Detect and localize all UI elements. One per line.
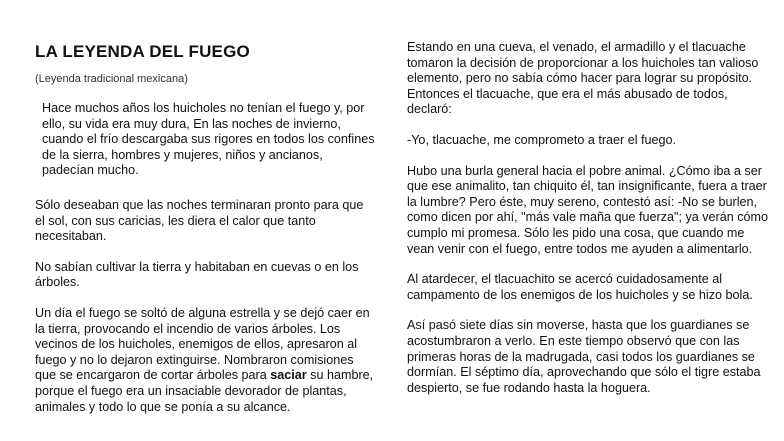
right-paragraph-2: -Yo, tlacuache, me comprometo a traer el fuego. — [407, 132, 677, 147]
page-subtitle: (Leyenda tradicional mexicana) — [35, 73, 188, 85]
right-paragraph-1: Estando en una cueva, el venado, el armadillo y el tlacuache tomaron la decisión de proporcionar a los huicholes tan valioso elemento, pero no sabía cómo hacer para lograr su propósito. Entonces el tlacuache, que era el más abusado de todos, declaró: — [407, 40, 759, 117]
left-paragraph-3: No sabían cultivar la tierra y habitaban en cuevas o en los árboles. — [35, 259, 359, 290]
left-column — [35, 42, 375, 415]
right-paragraph-5: Así pasó siete días sin moverse, hasta que los guardianes se acostumbraron a verlo. En este tiempo observó que con las primeras horas de la madrugada, casi todos los guardianes se dormían. El séptimo día, aprovechando que sólo el tigre estaba despierto, se fue rodando hasta la hoguera. — [407, 318, 761, 395]
page-title: LA LEYENDA DEL FUEGO — [35, 42, 250, 61]
left-paragraph-4-text-a: Un día el fuego se soltó de alguna estrella y se dejó caer en la tierra, provocando el incendio de varios árboles. Los vecinos de los huicholes, enemigos de ellos, apresaron al fuego y no lo dejaron extinguirse. Nombraron comisiones que se encargaron de cortar árboles para — [35, 305, 370, 383]
intro-paragraph: Hace muchos años los huicholes no tenían el fuego y, por ello, su vida era muy dura, En las noches de invierno, cuando el frío descargaba sus rigores en todos los confines de la sierra, hombres y mujeres, niños y ancianos, padecían mucho. — [42, 101, 375, 178]
right-paragraph-4: Al atardecer, el tlacuachito se acercó cuidadosamente al campamento de los enemigos de los huicholes y se hizo bola. — [407, 272, 753, 302]
emphasized-word: saciar — [270, 368, 307, 383]
left-paragraph-4-text-b: su hambre, porque el fuego era un insaciable devorador de plantas, animales y todo lo que se ponía a su alcance. — [35, 368, 374, 414]
right-column — [407, 40, 775, 396]
left-paragraph-4 — [35, 306, 375, 415]
left-paragraph-2: Sólo deseaban que las noches terminaran pronto para que el sol, con sus caricias, les diera el calor que tanto necesitaban. — [35, 197, 364, 244]
right-paragraph-3: Hubo una burla general hacia el pobre animal. ¿Cómo iba a ser que ese animalito, tan chiquito él, tan insignificante, fuera a traer la lumbre? Pero éste, muy sereno, contestó así: -No se burlen, como dicen por ahí, "más vale maña que fuerza"; ya verán cómo cumplo mi promesa. Sólo les pido una cosa, que cuando me vean venir con el fuego, entre todos me ayuden a alimentarlo. — [407, 163, 769, 256]
